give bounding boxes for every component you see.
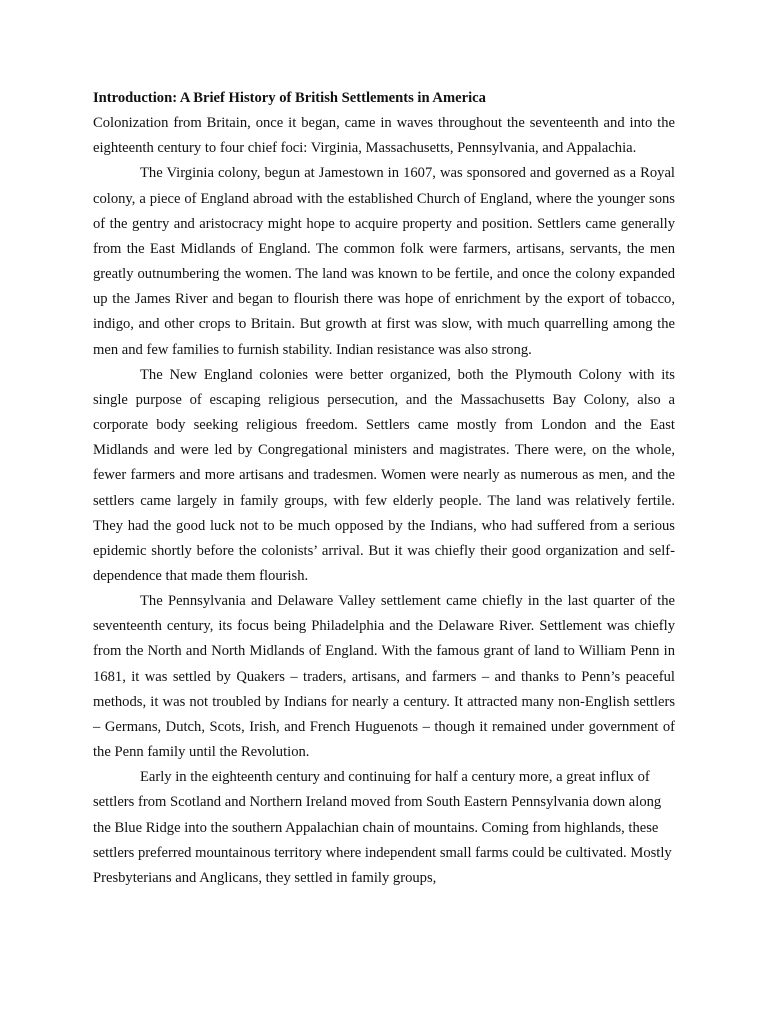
document-heading: Introduction: A Brief History of British Settlements in America bbox=[93, 90, 486, 106]
paragraph-appalachia: Early in the eighteenth century and continuing for half a century more, a great influx of settlers from Scotland and Northern Ireland moved from South Eastern Pennsylvania down along the Blue Ridge into the southern Appalachian chain of mountains. Coming from highlands, these settlers preferred mountainous territory where independent small farms could be cultivated. Mostly Presbyterians and Anglicans, they settled in family groups, bbox=[93, 769, 672, 886]
document-page bbox=[93, 86, 675, 891]
paragraph-intro: Colonization from Britain, once it began, came in waves throughout the seventeenth and into the eighteenth century to four chief foci: Virginia, Massachusetts, Pennsylvania, and Appalachia. bbox=[93, 115, 675, 157]
paragraph-pennsylvania: The Pennsylvania and Delaware Valley settlement came chiefly in the last quarter of the seventeenth century, its focus being Philadelphia and the Delaware River. Settlement was chiefly from the North and North Midlands of England. With the famous grant of land to William Penn in 1681, it was settled by Quakers – traders, artisans, and farmers – and thanks to Penn’s peaceful methods, it was not troubled by Indians for nearly a century. It attracted many non-English settlers – Germans, Dutch, Scots, Irish, and French Huguenots – though it remained under government of the Penn family until the Revolution. bbox=[93, 593, 675, 761]
paragraph-virginia: The Virginia colony, begun at Jamestown in 1607, was sponsored and governed as a Royal colony, a piece of England abroad with the established Church of England, where the younger sons of the gentry and aristocracy might hope to acquire property and position. Settlers came generally from the East Midlands of England. The common folk were farmers, artisans, servants, the men greatly outnumbering the women. The land was known to be fertile, and once the colony expanded up the James River and began to flourish there was hope of enrichment by the export of tobacco, indigo, and other crops to Britain. But growth at first was slow, with much quarrelling among the men and few families to furnish stability. Indian resistance was also strong. bbox=[93, 165, 675, 358]
paragraph-new-england: The New England colonies were better organized, both the Plymouth Colony with its single purpose of escaping religious persecution, and the Massachusetts Bay Colony, also a corporate body seeking religious freedom. Settlers came mostly from London and the East Midlands and were led by Congregational ministers and magistrates. There were, on the whole, fewer farmers and more artisans and tradesmen. Women were nearly as numerous as men, and the settlers came largely in family groups, with few elderly people. The land was relatively fertile. They had the good luck not to be much opposed by the Indians, who had suffered from a serious epidemic shortly before the colonists’ arrival. But it was chiefly their good organization and self-dependence that made them flourish. bbox=[93, 366, 675, 584]
